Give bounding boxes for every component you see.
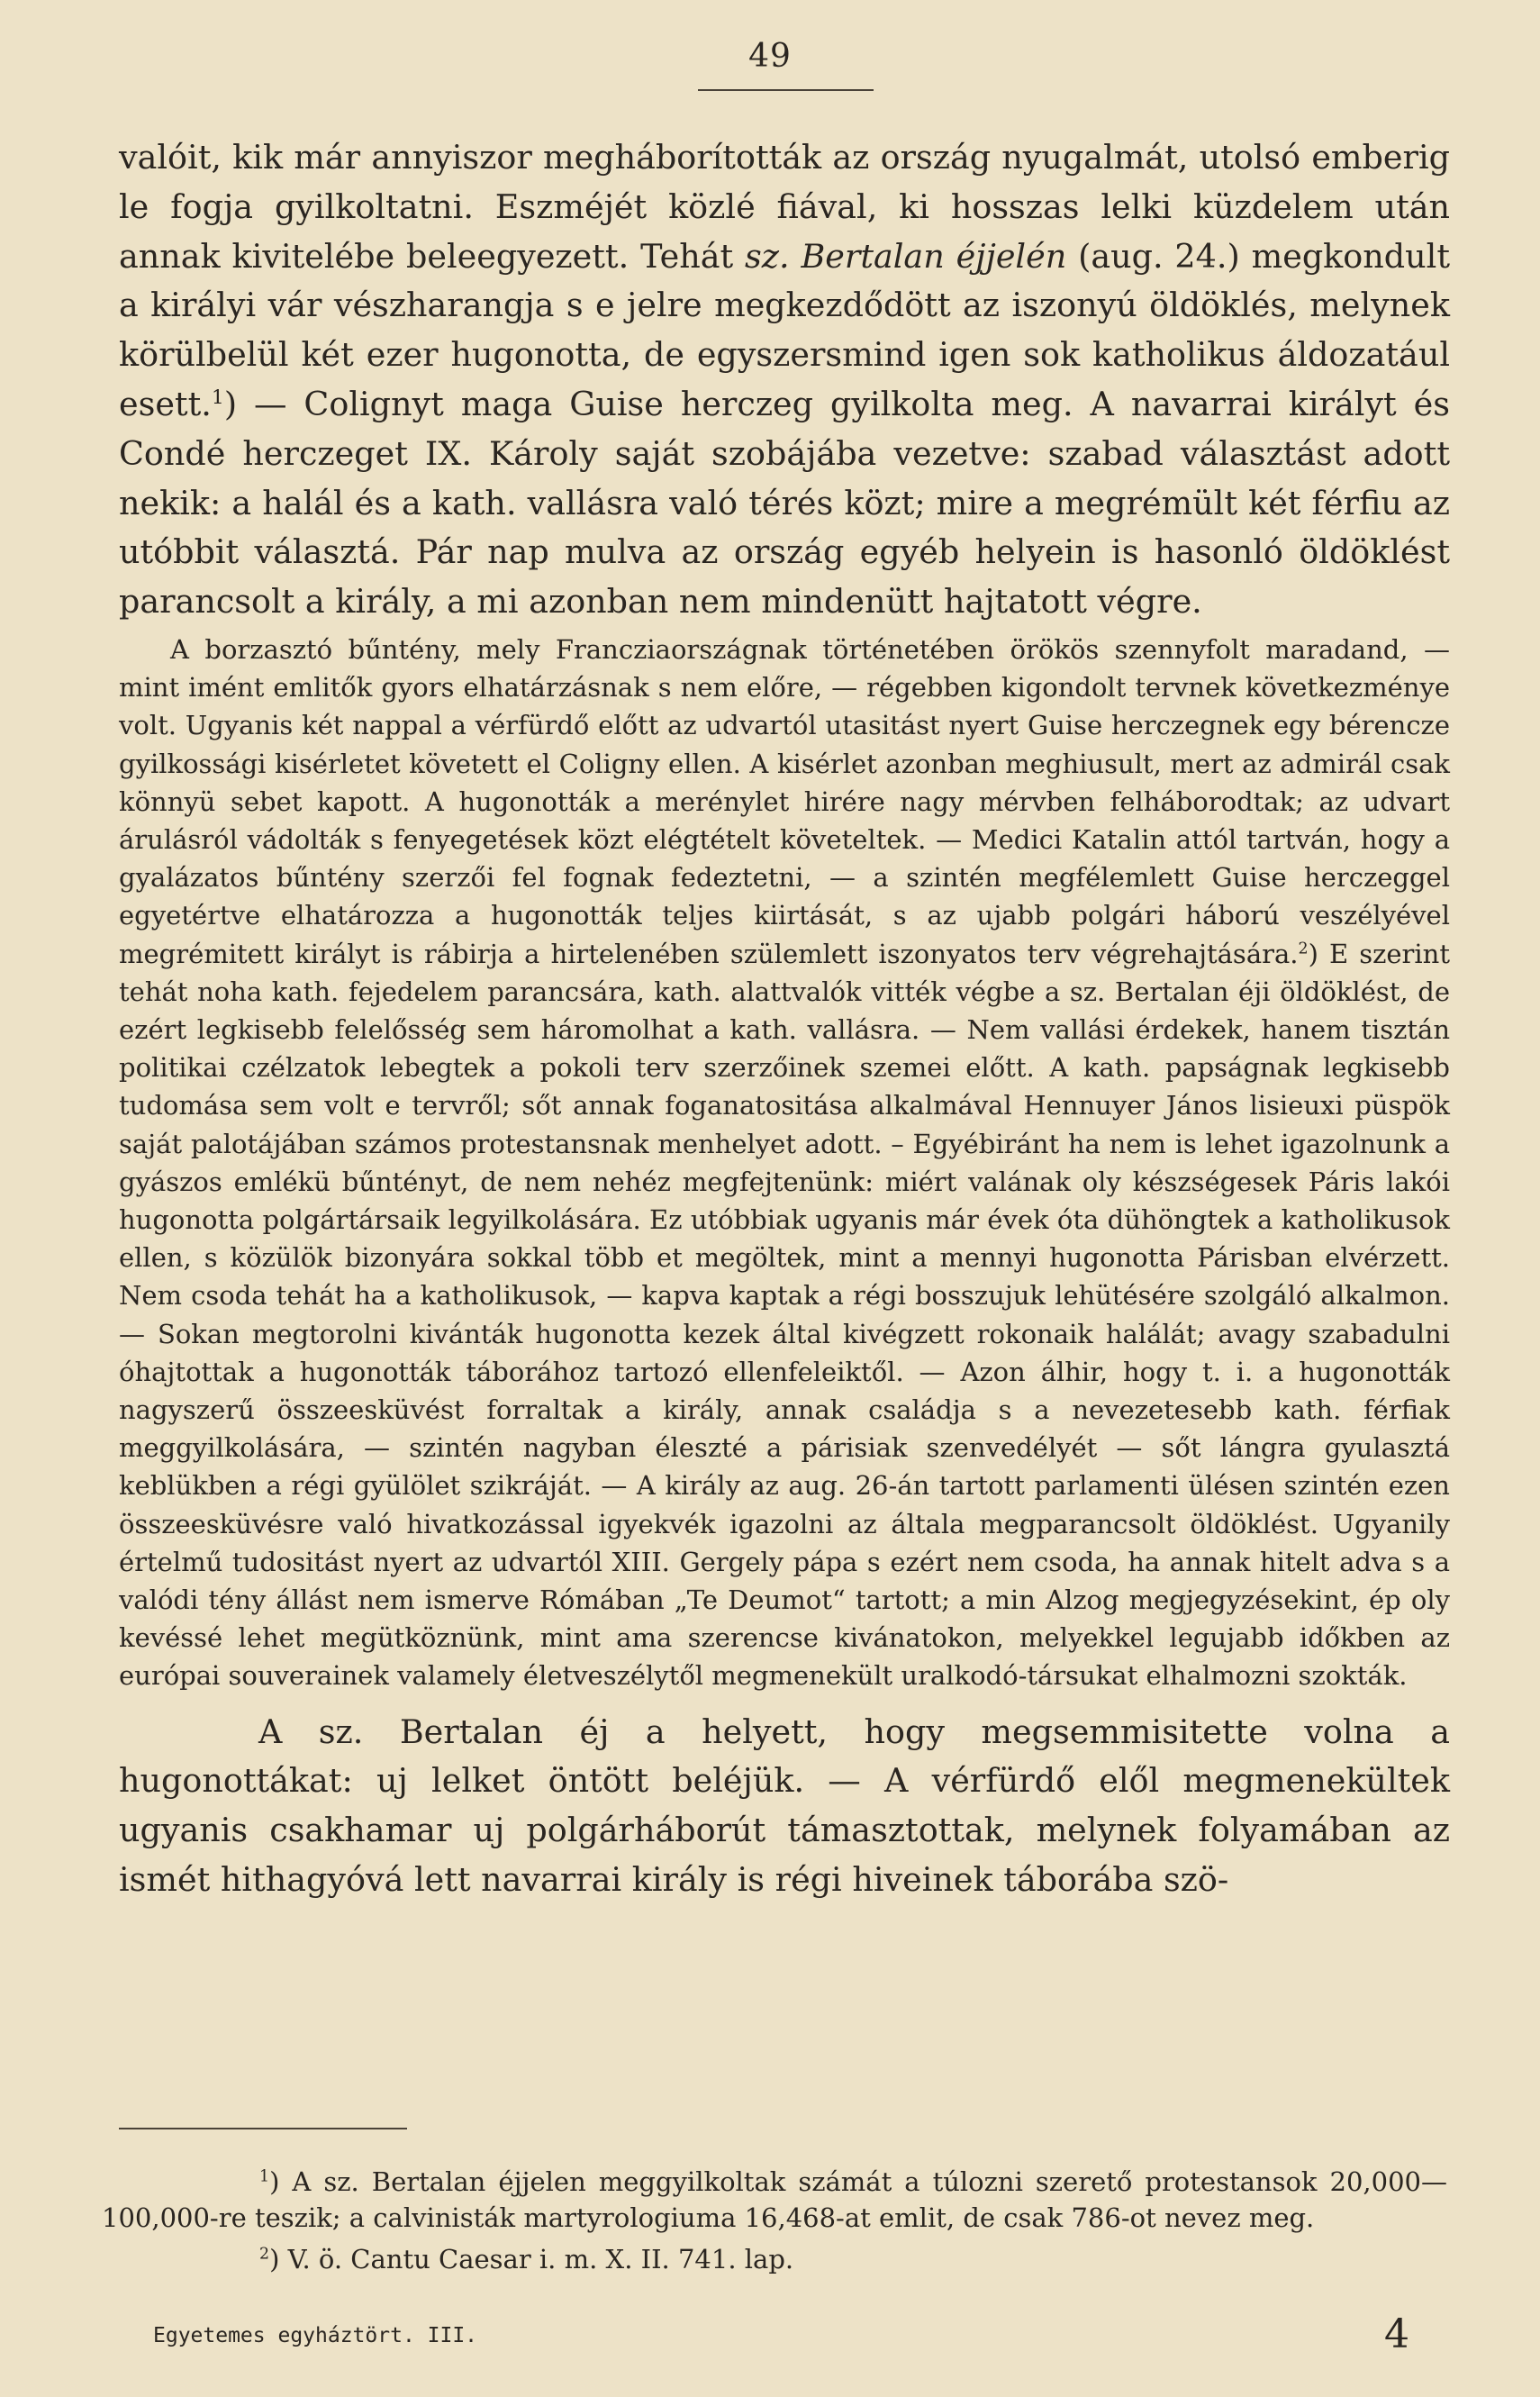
footnotes xyxy=(102,2164,1447,2283)
footnote-rule xyxy=(119,2128,407,2129)
page-number: 49 xyxy=(748,38,792,75)
header-rule xyxy=(698,89,874,91)
signature-line: Egyetemes egyháztört. III. xyxy=(153,2324,478,2347)
paragraph-3: A sz. Bertalan éj a helyett, hogy megsemmisitette volna a hugonottákat: uj lelket öntött beléjük. — A vérfürdő elől megmenekültek ugyanis csakhamar uj polgárháborút támasztottak, melynek folyamában az ismét hithagyóvá lett navarrai király is régi hiveinek táborába szö- xyxy=(119,1711,1450,1900)
footnote-1: $^1$) A sz. Bertalan éjjelen meggyilkoltak számát a túlozni szerető protestansok 20,000—100,000-re teszik; a calvinisták martyrologiuma 16,468-at emlit, de csak 786-ot nevez meg. xyxy=(102,2166,1447,2233)
main-text xyxy=(119,133,1450,1905)
footnote-2: $^2$) V. ö. Cantu Caesar i. m. X. II. 741. lap. xyxy=(259,2244,794,2274)
footnote-ref-1[interactable]: 1 xyxy=(211,386,224,409)
signature-number: 4 xyxy=(1384,2311,1409,2357)
paragraph-1: valóit, kik már annyiszor megháborították az ország nyugalmát, utolsó emberig le fogja gyilkoltatni. Eszméjét közlé fiával, ki hosszas lelki küzdelem után annak kivitelébe beleegyezett. Tehát sz. Bertalan éjjelén (aug. 24.) megkondult a királyi vár vészharangja s e jelre megkezdődött az iszonyú öldöklés, melynek körülbelül két ezer hugonotta, de egyszersmind igen sok katholikus áldozatául esett.$^1$) — Colignyt maga Guise herczeg gyilkolta meg. A navarrai királyt és Condé herczeget IX. Károly saját szobájába vezetve: szabad választást adott nekik: a halál és a kath. vallásra való térés közt; mire a megrémült két férfiu az utóbbit választá. Pár nap mulva az ország egyéb helyein is hasonló öldöklést parancsolt a király, a mi azonban nem mindenütt hajtatott végre. xyxy=(119,138,1450,622)
paragraph-2-small: A borzasztó bűntény, mely Francziaországnak történetében örökös szennyfolt maradand, — mint imént emlitők gyors elhatárzásnak s nem előre, — régebben kigondolt tervnek következménye volt. Ugyanis két nappal a vérfürdő előtt az udvartól utasitást nyert Guise herczegnek egy bérencze gyilkossági kisérletet követett el Coligny ellen. A kisérlet azonban meghiusult, mert az admirál csak könnyü sebet kapott. A hugonották a merénylet hirére nagy mérvben felháborodtak; az udvart árulásról vádolták s fenyegetések közt elégtételt követeltek. — Medici Katalin attól tartván, hogy a gyalázatos bűntény szerzői fel fognak fedeztetni, — a szintén megfélemlett Guise herczeggel egyetértve elhatározza a hugonották teljes kiirtását, s az ujabb polgári háború veszélyével megrémitett királyt is rábirja a hirtelenében szülemlett iszonyatos terv végrehajtására.$^2$) E szerint tehát noha kath. fejedelem parancsára, kath. alattvalók vitték végbe a sz. Bertalan éji öldöklést, de ezért legkisebb felelősség sem háromolhat a kath. vallásra. — Nem vallási érdekek, hanem tisztán politikai czélzatok lebegtek a pokoli terv szerzőinek szemei előtt. A kath. papságnak legkisebb tudomása sem volt e tervről; sőt annak foganatositása alkalmával Hennuyer János lisieuxi püspök saját palotájában számos protestansnak menhelyet adott. – Egyébiránt ha nem is lehet igazolnunk a gyászos emlékü bűntényt, de nem nehéz megfejtenünk: miért valának oly készségesek Páris lakói hugonotta polgártársaik legyilkolására. Ez utóbbiak ugyanis már évek óta dühöngtek a katholikusok ellen, s közülök bizonyára sokkal több et megöltek, mint a mennyi hugonotta Párisban elvérzett. Nem csoda tehát ha a katholikusok, — kapva kaptak a régi bosszujuk lehütésére szolgáló alkalmon. — Sokan megtorolni kivánták hugonotta kezek által kivégzett rokonaik halálát; avagy szabadulni óhajtottak a hugonották táborához tartozó ellenfeleiktől. — Azon álhir, hogy t. i. a hugonották nagyszerű összeesküvést forraltak a király, annak családja s a nevezetesebb kath. férfiak meggyilkolására, — szintén nagyban éleszté a párisiak szenvedélyét — sőt lángra gyulasztá keblükben a régi gyülölet szikráját. — A király az aug. 26-án tartott parlamenti ülésen szintén ezen összeesküvésre való hivatkozással igyekvék igazolni az általa megparancsolt öldöklést. Ugyanily értelmű tudositást nyert az udvartól XIII. Gergely pápa s ezért nem csoda, ha annak hitelt adva s a valódi tény állást nem ismerve Rómában „Te Deumot“ tartott; a min Alzog megjegyzésekint, ép oly kevéssé lehet megütköznünk, mint ama szerencse kivánatokon, melyekkel legujabb időkben az európai souverainek valamely életveszélytől megmenekült uralkodó-társukat elhalmozni szokták. xyxy=(119,633,1450,1692)
footnote-ref-2[interactable]: 2 xyxy=(1298,939,1309,958)
emphasis: sz. Bertalan éjjelén xyxy=(745,236,1067,276)
